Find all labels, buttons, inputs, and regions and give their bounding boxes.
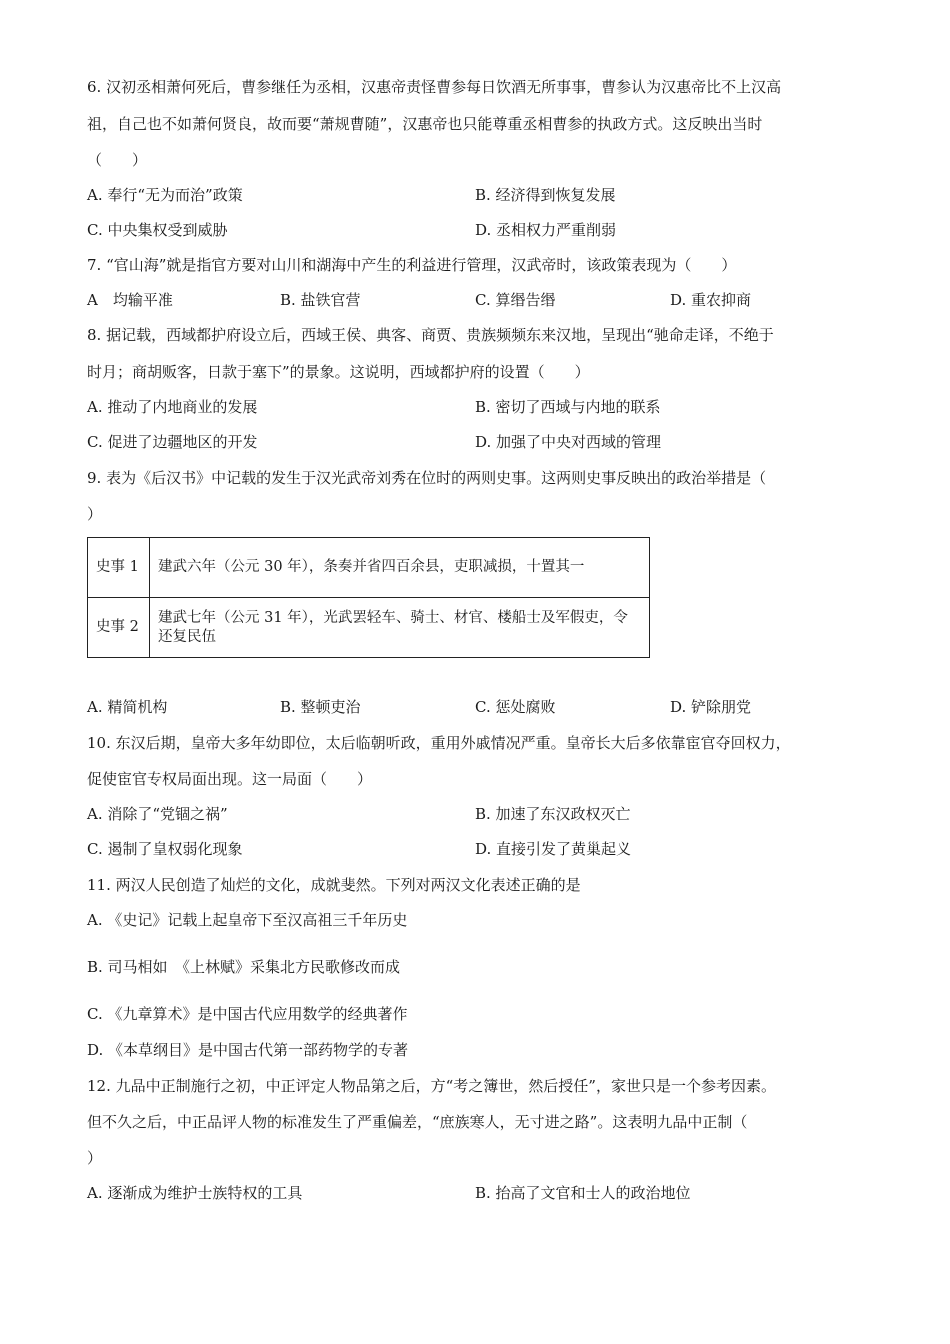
q8-option-b: B. 密切了西域与内地的联系 — [475, 398, 661, 416]
table-row — [88, 598, 650, 658]
table-row — [88, 538, 650, 598]
q7-option-c: C. 算缗告缗 — [475, 291, 556, 309]
q10-option-a: A. 消除了“党锢之祸” — [87, 805, 228, 823]
q12-option-b: B. 抬高了文官和士人的政治地位 — [475, 1184, 691, 1202]
q9-stem-line-2: ） — [87, 505, 103, 523]
q12-option-a: A. 逐渐成为维护士族特权的工具 — [87, 1184, 303, 1202]
q6-option-d: D. 丞相权力严重削弱 — [475, 221, 617, 239]
q8-option-a: A. 推动了内地商业的发展 — [87, 398, 258, 416]
q7-stem: 7. “官山海”就是指官方要对山川和湖海中产生的利益进行管理，汉武帝时，该政策表现为（ ） — [87, 256, 737, 274]
q9-option-c: C. 惩处腐败 — [475, 698, 556, 716]
q7-option-d: D. 重农抑商 — [670, 291, 752, 309]
q9-option-b: B. 整顿吏治 — [280, 698, 361, 716]
q9-option-d: D. 铲除朋党 — [670, 698, 752, 716]
table-cell-text: 建武七年（公元 31 年），光武罢轻车、骑士、材官、楼船士及军假吏，令还复民伍 — [150, 598, 650, 658]
q12-stem-line-2: 但不久之后，中正品评人物的标准发生了严重偏差，“庶族寒人，无寸进之路”。这表明九品中正制（ — [87, 1113, 748, 1131]
q11-option-d: D. 《本草纲目》是中国古代第一部药物学的专著 — [87, 1041, 409, 1059]
table-cell-text: 建武六年（公元 30 年），条奏并省四百余县，吏职减损，十置其一 — [150, 538, 650, 598]
q8-stem-line-2: 时月；商胡贩客，日款于塞下”的景象。这说明，西域都护府的设置（ ） — [87, 363, 590, 381]
q8-option-d: D. 加强了中央对西域的管理 — [475, 433, 662, 451]
q11-option-b: B. 司马相如 《上林赋》采集北方民歌修改而成 — [87, 958, 401, 976]
q10-option-c: C. 遏制了皇权弱化现象 — [87, 840, 243, 858]
q6-option-b: B. 经济得到恢复发展 — [475, 186, 616, 204]
table-cell-label: 史事 2 — [88, 598, 150, 658]
q10-option-d: D. 直接引发了黄巢起义 — [475, 840, 632, 858]
q6-option-c: C. 中央集权受到威胁 — [87, 221, 228, 239]
q8-stem-line-1: 8. 据记载，西域都护府设立后，西域王侯、典客、商贾、贵族频频东来汉地，呈现出“驰命走译，不绝于 — [87, 326, 774, 344]
q11-stem: 11. 两汉人民创造了灿烂的文化，成就斐然。下列对两汉文化表述正确的是 — [87, 876, 581, 894]
q6-option-a: A. 奉行“无为而治”政策 — [87, 186, 243, 204]
q10-stem-line-2: 促使宦官专权局面出现。这一局面（ ） — [87, 770, 373, 788]
q10-stem-line-1: 10. 东汉后期，皇帝大多年幼即位，太后临朝听政，重用外戚情况严重。皇帝长大后多依靠宦官夺回权力， — [87, 734, 791, 752]
q11-option-a: A. 《史记》记载上起皇帝下至汉高祖三千年历史 — [87, 911, 408, 929]
q6-stem-line-2: 祖，自己也不如萧何贤良，故而要“萧规曹随”，汉惠帝也只能尊重丞相曹参的执政方式。这反映出当时 — [87, 115, 763, 133]
q12-stem-line-1: 12. 九品中正制施行之初，中正评定人物品第之后，方“考之簿世，然后授任”，家世只是一个参考因素。 — [87, 1077, 776, 1095]
q9-option-a: A. 精简机构 — [87, 698, 168, 716]
history-events-table — [87, 537, 650, 658]
q12-stem-line-3: ） — [87, 1149, 103, 1167]
table-cell-label: 史事 1 — [88, 538, 150, 598]
q8-option-c: C. 促进了边疆地区的开发 — [87, 433, 258, 451]
q11-option-c: C. 《九章算术》是中国古代应用数学的经典著作 — [87, 1005, 408, 1023]
q10-option-b: B. 加速了东汉政权灭亡 — [475, 805, 631, 823]
q7-option-a: A 均输平准 — [87, 291, 173, 309]
q7-option-b: B. 盐铁官营 — [280, 291, 361, 309]
q9-stem-line-1: 9. 表为《后汉书》中记载的发生于汉光武帝刘秀在位时的两则史事。这两则史事反映出的政治举措是（ — [87, 469, 767, 487]
q6-stem-line-3: （ ） — [87, 151, 148, 169]
q6-stem-line-1: 6. 汉初丞相萧何死后，曹参继任为丞相，汉惠帝责怪曹参每日饮酒无所事事，曹参认为汉惠帝比不上汉高 — [87, 78, 782, 96]
